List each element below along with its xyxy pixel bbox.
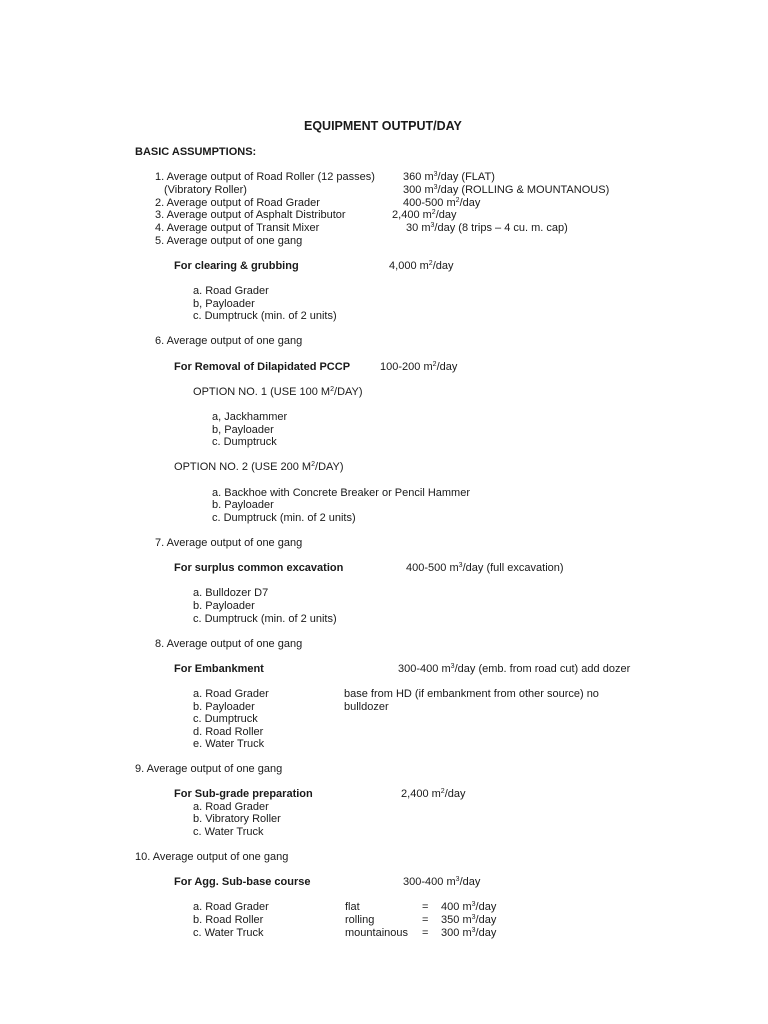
list-item: b. Payloader: [193, 600, 255, 612]
assumption-1-label: 1. Average output of Road Roller (12 passes): [155, 171, 375, 183]
section-7-heading: 7. Average output of one gang: [155, 537, 303, 549]
list-item: c. Dumptruck: [193, 713, 258, 725]
assumption-5-label: 5. Average output of one gang: [155, 235, 303, 247]
section-10-value: 300-400 $m^3$/day: [403, 876, 481, 888]
list-item: a. Road Grader: [193, 688, 269, 700]
assumption-1-value: 360 $m^3$/day (FLAT): [403, 171, 495, 183]
list-item: a. Road Grader: [193, 801, 269, 813]
terrain-label: mountainous: [345, 927, 408, 939]
section-6-heading: 6. Average output of one gang: [155, 335, 303, 347]
list-item: b. Payloader: [212, 499, 274, 511]
list-item: b. Road Roller: [193, 914, 264, 926]
list-item: c. Dumptruck (min. of 2 units): [193, 613, 337, 625]
assumption-2-value: 400-500 $m^2$/day: [403, 197, 481, 209]
section-6-value: 100-200 $m^2$/day: [380, 361, 458, 373]
section-8-sub: For Embankment: [174, 663, 264, 675]
assumption-2-label: 2. Average output of Road Grader: [155, 197, 320, 209]
assumption-1b-value: 300 $m^3$/day (ROLLING & MOUNTANOUS): [403, 184, 610, 196]
list-item: b. Payloader: [193, 701, 255, 713]
list-item: e. Water Truck: [193, 738, 265, 750]
basic-assumptions-heading: BASIC ASSUMPTIONS:: [135, 146, 257, 158]
assumption-3-value: 2,400 $m^2$/day: [392, 209, 457, 221]
list-item: a. Road Grader: [193, 285, 269, 297]
equals-sign: =: [422, 901, 429, 913]
list-item: b, Payloader: [212, 424, 274, 436]
list-item: c. Dumptruck (min. of 2 units): [193, 310, 337, 322]
list-item: c. Water Truck: [193, 826, 264, 838]
list-item: b, Payloader: [193, 298, 255, 310]
section-9-value: 2,400 $m^2$/day: [401, 788, 466, 800]
section-8-note: bulldozer: [344, 701, 389, 713]
equals-sign: =: [422, 914, 429, 926]
page-title: EQUIPMENT OUTPUT/DAY: [304, 119, 462, 133]
option-2-heading: OPTION NO. 2 (USE 200 $M^2/DAY$): [174, 461, 344, 473]
section-8-heading: 8. Average output of one gang: [155, 638, 303, 650]
equals-sign: =: [422, 927, 429, 939]
terrain-label: flat: [345, 901, 360, 913]
list-item: a. Road Grader: [193, 901, 269, 913]
list-item: c. Water Truck: [193, 927, 264, 939]
list-item: a, Jackhammer: [212, 411, 288, 423]
section-10-sub: For Agg. Sub-base course: [174, 876, 311, 888]
assumption-4-value: 30 $m^3$/day (8 trips – 4 cu. m. cap): [406, 222, 568, 234]
list-item: c. Dumptruck: [212, 436, 277, 448]
terrain-rate: 350 $m^3$/day: [441, 914, 497, 926]
list-item: c. Dumptruck (min. of 2 units): [212, 512, 356, 524]
section-8-note: base from HD (if embankment from other source) no: [344, 688, 599, 700]
option-1-heading: OPTION NO. 1 (USE 100 $M^2/DAY$): [193, 386, 363, 398]
assumption-1b-label: (Vibratory Roller): [164, 184, 247, 196]
section-9-heading: 9. Average output of one gang: [135, 763, 283, 775]
assumption-3-label: 3. Average output of Asphalt Distributor: [155, 209, 346, 221]
list-item: d. Road Roller: [193, 726, 264, 738]
list-item: a. Backhoe with Concrete Breaker or Pencil Hammer: [212, 487, 470, 499]
section-7-sub: For surplus common excavation: [174, 562, 344, 574]
section-8-value: 300-400 $m^3$/day (emb. from road cut) add dozer: [398, 663, 631, 675]
section-10-heading: 10. Average output of one gang: [135, 851, 289, 863]
clearing-heading: For clearing & grubbing: [174, 260, 299, 272]
list-item: b. Vibratory Roller: [193, 813, 281, 825]
terrain-label: rolling: [345, 914, 375, 926]
clearing-value: 4,000 $m^2$/day: [389, 260, 454, 272]
terrain-rate: 400 $m^3$/day: [441, 901, 497, 913]
section-7-value: 400-500 $m^3$/day (full excavation): [406, 562, 564, 574]
list-item: a. Bulldozer D7: [193, 587, 269, 599]
section-6-sub: For Removal of Dilapidated PCCP: [174, 361, 351, 373]
assumption-4-label: 4. Average output of Transit Mixer: [155, 222, 320, 234]
section-9-sub: For Sub-grade preparation: [174, 788, 313, 800]
terrain-rate: 300 $m^3$/day: [441, 927, 497, 939]
